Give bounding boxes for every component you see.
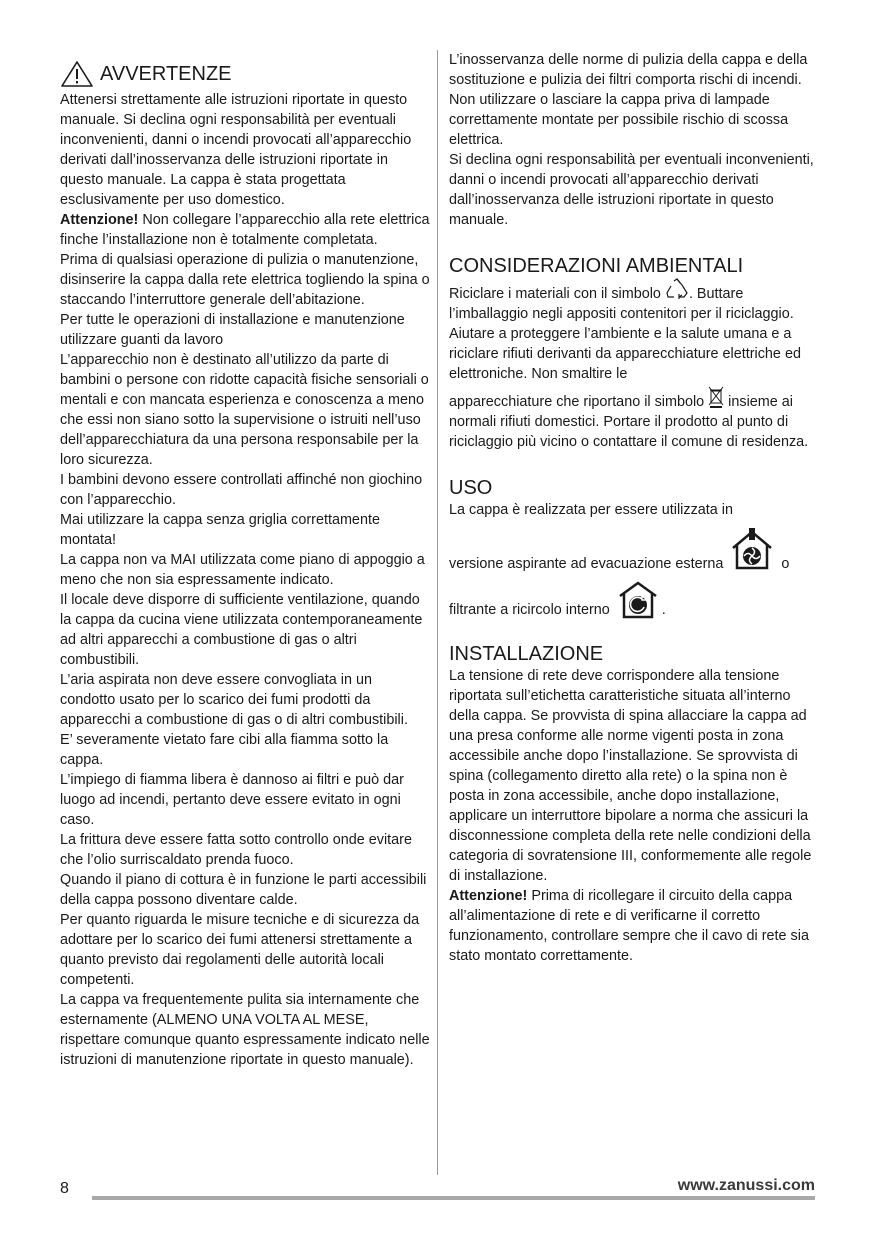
warning-paragraph: Prima di qualsiasi operazione di pulizia o manutenzione, disinserire la cappa dalla rete elettrica togliendo la spina o staccando l’interruttore generale dell’abitazione. [60,252,430,308]
weee-paragraph-b [449,392,821,452]
crossed-bin-icon [708,384,724,408]
intro-paragraph: Non utilizzare o lasciare la cappa priva di lampade correttamente montate per possibile rischio di scossa elettrica. [449,92,789,148]
warning-paragraph: E’ severamente vietato fare cibi alla fiamma sotto la cappa. [60,732,389,768]
extraction-mode-icon [729,528,775,574]
use-title: USO [449,477,493,499]
warning-paragraph: Per tutte le operazioni di installazione e manutenzione utilizzare guanti da lavoro [60,312,405,348]
attention-paragraph [60,210,430,250]
warning-paragraph: Il locale deve disporre di sufficiente ventilazione, quando la cappa da cucina viene utilizzata contemporaneamente ad altri apparecchi a combustione di gas o altri combustibili. [60,592,423,668]
weee-text-before: apparecchiature che riportano il simbolo [449,394,709,410]
recirculation-mode-icon [616,580,660,620]
recycle-paragraph [449,284,821,324]
warnings-title: AVVERTENZE [100,63,232,85]
attention-label: Attenzione! [60,212,139,228]
use-extraction-suffix: o [781,556,790,572]
use-line: La cappa è realizzata per essere utilizzata in [449,502,733,518]
warning-paragraph: Mai utilizzare la cappa senza griglia correttamente montata! [60,512,380,548]
installation-attention-text: Prima di ricollegare il circuito della cappa all’alimentazione di rete e di verificarne il corretto funzionamento, controllare sempre che il cavo di rete sia stato montato correttamente. [449,888,809,964]
warning-paragraph: La cappa non va MAI utilizzata come piano di appoggio a meno che non sia espressamente indicato. [60,552,425,588]
environment-title: CONSIDERAZIONI AMBIENTALI [449,255,744,277]
warning-paragraph: La cappa va frequentemente pulita sia internamente che esternamente (ALMENO UNA VOLTA AL MESE, rispettare comunque quanto espressamente indicato nelle istruzioni di manutenzione riportate in questo manuale). [60,992,430,1068]
warning-paragraph: La frittura deve essere fatta sotto controllo onde evitare che l’olio surriscaldato prenda fuoco. [60,832,412,868]
warning-paragraph: L’apparecchio non è destinato all’utilizzo da parte di bambini o persone con ridotte capacità fisiche sensoriali o mentali e con mancata esperienza e conoscenza a meno che essi non siano sotto la supervisione o istruiti nell’uso dell’apparecchiatura da una persona responsabile per la loro sicurezza. [60,352,429,468]
page-number: 8 [60,1180,69,1197]
left-column [60,50,430,1070]
warning-paragraph: I bambini devono essere controllati affinché non giochino con l’apparecchio. [60,472,423,508]
use-recirculation-text: filtrante a ricircolo interno [449,602,610,618]
installation-paragraph: La tensione di rete deve corrispondere alla tensione riportata sull’etichetta caratteristiche situata all’interno della cappa. Se provvista di spina allacciare la cappa ad una presa conforme alle norme vigenti posta in zona accessibile anche dopo l’installazione. Se sprovvista di spina (collegamento diretto alla rete) o la spina non è posta in zona accessibile, anche dopo installazione, applicare un interruttore bipolare a norma che assicuri la disconnessione completa della rete nelle condizioni della categoria di sovratensione III, conformemente alle regole di installazione. [449,668,812,884]
website-link[interactable]: www.zanussi.com [677,1177,815,1194]
weee-text-after: insieme ai normali rifiuti domestici. Portare il prodotto al punto di riciclaggio più vicino o contattare il comune di residenza. [449,394,809,450]
weee-paragraph-a: Aiutare a proteggere l’ambiente e la salute umana e a riciclare rifiuti derivanti da apparecchiature elettriche ed elettroniche. Non smaltire le [449,326,801,382]
attention-text: Non collegare l’apparecchio alla rete elettrica finche l’installazione non è totalmente completata. [60,212,430,248]
recycle-text-before: Riciclare i materiali con il simbolo [449,286,665,302]
warnings-heading [60,58,430,90]
warning-triangle-icon [60,60,94,88]
warning-paragraph: Attenersi strettamente alle istruzioni riportate in questo manuale. Si declina ogni responsabilità per eventuali inconvenienti, danni o incendi provocati all’apparecchio derivati dall’inosservanza delle istruzioni riportate in questo manuale. La cappa è stata progettata esclusivamente per uso domestico. [60,92,412,208]
warning-paragraph: L’aria aspirata non deve essere convogliata in un condotto usato per lo scarico dei fumi prodotti da apparecchi a combustione di gas o di altri combustibili. [60,672,408,728]
use-line-extraction [449,528,821,574]
use-extraction-text: versione aspirante ad evacuazione esterna [449,556,724,572]
footer-rule [92,1196,815,1200]
warning-paragraph: Per quanto riguarda le misure tecniche e di sicurezza da adottare per lo scarico dei fumi attenersi strettamente a quanto previsto dai regolamenti delle autorità locali competenti. [60,912,420,988]
warning-paragraph: Quando il piano di cottura è in funzione le parti accessibili della cappa possono diventare calde. [60,872,427,908]
recycle-icon [665,278,689,300]
right-column [449,50,821,966]
installation-attention-paragraph [449,886,821,966]
recycle-text-after: . Buttare l’imballaggio negli appositi contenitori per il riciclaggio. [449,286,794,322]
use-line-recirculation [449,580,821,620]
column-divider [437,50,438,1175]
use-recirculation-suffix: . [661,602,666,618]
installation-title: INSTALLAZIONE [449,643,604,665]
warning-paragraph: L’impiego di fiamma libera è dannoso ai filtri e può dar luogo ad incendi, pertanto deve essere evitato in ogni caso. [60,772,404,828]
intro-paragraph: Si declina ogni responsabilità per eventuali inconvenienti, danni o incendi provocati all’apparecchio derivati dall’inosservanza delle istruzioni riportate in questo manuale. [449,152,814,228]
intro-paragraph: L’inosservanza delle norme di pulizia della cappa e della sostituzione e pulizia dei filtri comporta rischi di incendi. [449,52,808,88]
installation-attention-label: Attenzione! [449,888,528,904]
